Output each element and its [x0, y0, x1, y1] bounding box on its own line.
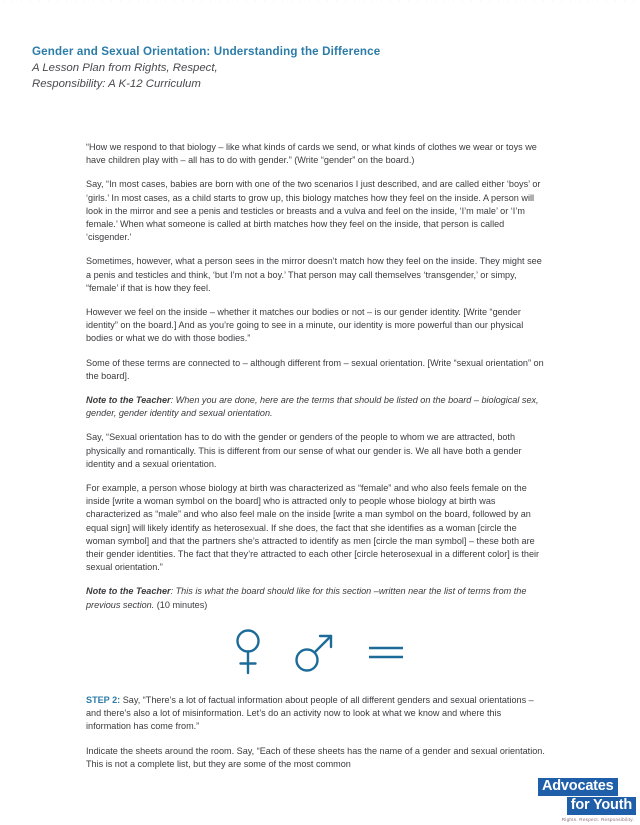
subtitle-line-1: A Lesson Plan from Rights, Respect,	[32, 62, 218, 74]
paragraph: Say, “Sexual orientation has to do with the gender or genders of the people to whom we are attracted, both physically and romantically. This is different from our sense of what our gender is. We all have both a gender identity and a sexual orientation.	[86, 432, 522, 469]
step-text: Say, “There’s a lot of factual information about people of all different genders and sexual orientations – and there’s also a lot of misinformation. Let’s do an activity now to look at what we know and where this information has come from.”	[86, 694, 534, 732]
logo-line-1: Advocates	[538, 778, 618, 796]
note-label: Note to the Teacher	[86, 586, 171, 597]
paragraph: For example, a person whose biology at birth was characterized as “female” and who also feels female on the inside [write a woman symbol on the board] who is attracted only to people whose biology at birth was characterized as “male” and who also feel male on the inside [write a man symbol on the board, followed by an equal sign] will likely identify as heterosexual. If she does, the fact that she identifies as a woman [circle the woman symbol] and that the partners she’s attracted to identify as men [circle the man symbol] – these both are their gender identities. The fact that they’re attracted to each other [circle heterosexual in a different color] is their sexual orientation.”	[86, 483, 540, 573]
paragraph: Say, “In most cases, babies are born with one of the two scenarios I just described, and are called either ‘boys’ or ‘girls.’ In most cases, as a child starts to grow up, this biology matches how they feel on the inside. A person will look in the mirror and see a penis and testicles or breasts and a vulva and feel on the inside, ‘I’m male’ or ‘I’m female.’ When what someone is called at birth matches how they feel on the inside, that person is called ‘cisgender.’	[86, 179, 541, 243]
venus-symbol-icon	[233, 628, 263, 676]
subtitle-line-2: Responsibility: A K-12 Curriculum	[32, 77, 201, 90]
step-label: STEP 2:	[86, 694, 121, 705]
logo-line-2: for Youth	[567, 797, 636, 815]
page-title: Gender and Sexual Orientation: Understanding the Difference	[32, 45, 381, 58]
note-duration: (10 minutes)	[154, 599, 208, 610]
note-label: Note to the Teacher	[86, 395, 171, 406]
note-text: : This is what the board should like for this section –written near the list of terms from the previous section.	[86, 586, 527, 610]
step-2-paragraph	[86, 694, 546, 734]
gender-symbols-diagram	[86, 626, 546, 678]
document-body	[86, 141, 546, 771]
document-header	[32, 44, 552, 92]
note-text: : When you are done, here are the terms that should be listed on the board – biological sex, gender, gender identity and sexual orientation.	[86, 395, 539, 419]
paragraph: Indicate the sheets around the room. Say, “Each of these sheets has the name of a gender and sexual orientation. This is not a complete list, but they are some of the most common	[86, 745, 545, 769]
paragraph: However we feel on the inside – whether it matches our bodies or not – is our gender identity. [Write “gender identity” on the board.] And as you’re going to see in a minute, our identity is more powerful than our physical bodies or what we do with those bodies.”	[86, 307, 524, 344]
equals-symbol-icon	[367, 641, 405, 663]
paragraph: Sometimes, however, what a person sees in the mirror doesn’t match how they feel on the inside. They might see a penis and testicles and think, ‘but I’m not a boy.’ That person may call themselves ‘transgender,’ or simpy, “female’ if that is how they feel.	[86, 256, 542, 293]
document-subtitle	[32, 61, 552, 92]
logo-tagline: Rights. Respect. Responsibility.	[561, 817, 634, 822]
scan-noise-artifact	[0, 0, 640, 2]
advocates-for-youth-logo	[532, 769, 640, 825]
paragraph: “How we respond to that biology – like what kinds of cards we send, or what kinds of clothes we wear or toys we have children play with – all has to do with gender.” (Write “gender” on the board.)	[86, 142, 537, 166]
note-to-teacher-1	[86, 394, 546, 420]
mars-symbol-icon	[293, 630, 337, 674]
note-to-teacher-2	[86, 585, 546, 611]
paragraph: Some of these terms are connected to – although different from – sexual orientation. [Write “sexual orientation” on the board].	[86, 357, 544, 381]
